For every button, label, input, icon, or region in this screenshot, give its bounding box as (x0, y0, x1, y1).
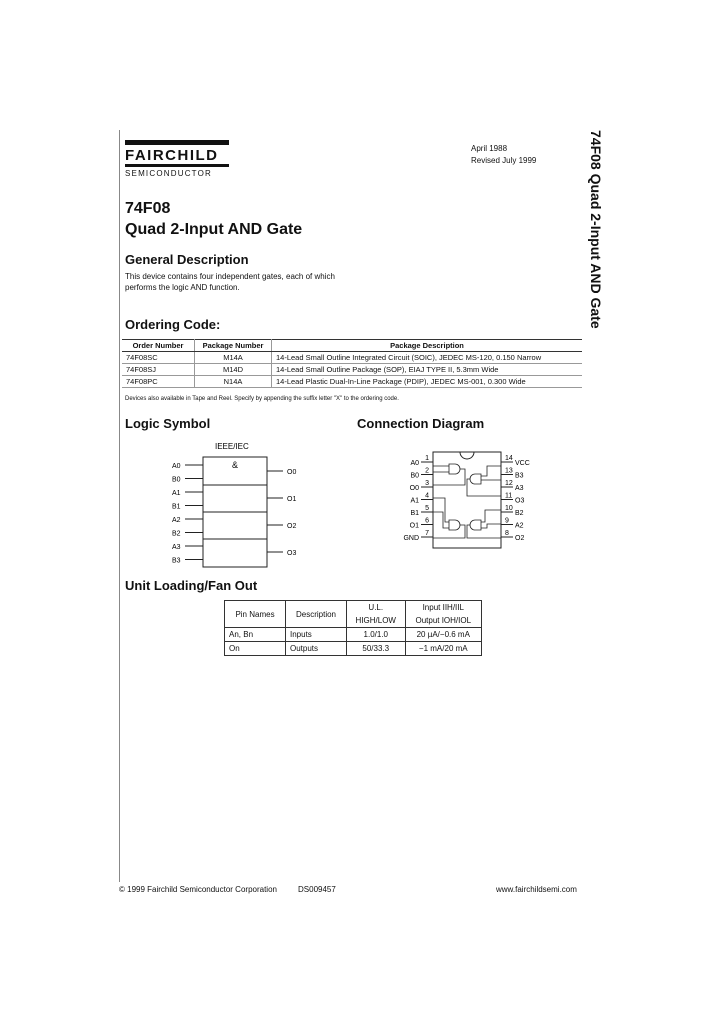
output-label: O0 (287, 469, 297, 476)
pin-label: VCC (515, 460, 530, 467)
part-number: 74F08 (125, 200, 171, 217)
pin-number: 7 (425, 530, 429, 537)
and-gate-icon (470, 520, 481, 530)
fanout-col-input: Input IIH/IIL (405, 601, 481, 615)
ordering-table (122, 339, 582, 388)
pin-label: A2 (515, 522, 524, 530)
gate-wiring (467, 510, 501, 538)
and-gate-icon (449, 520, 460, 530)
company-logo: FAIRCHILD (125, 147, 219, 164)
ordering-col-description: Package Description (272, 340, 583, 352)
pin-label: B0 (410, 472, 419, 480)
pin-number: 9 (505, 517, 509, 525)
fanout-heading: Unit Loading/Fan Out (125, 578, 258, 593)
fanout-col-pin: Pin Names (225, 601, 286, 628)
pin-number: 2 (425, 467, 429, 475)
pin-label: A0 (410, 460, 419, 467)
ordering-col-order: Order Number (122, 340, 195, 352)
pin-label: O2 (515, 535, 525, 542)
pin-label: B1 (410, 510, 419, 517)
and-symbol: & (232, 460, 239, 470)
general-description-text: This device contains four independent gates, each of which performs the logic AND function. (125, 272, 335, 292)
ordering-code-heading: Ordering Code: (125, 317, 221, 332)
table-row: 74F08SJ M14D 14-Lead Small Outline Package (SOP), EIAJ TYPE II, 5.3mm Wide (122, 364, 582, 376)
fanout-col-output: Output IOH/IOL (405, 614, 481, 628)
connection-diagram (405, 448, 530, 553)
table-row: 74F08SC M14A 14-Lead Small Outline Integrated Circuit (SOIC), JEDEC MS-120, 0.150 Narrow (122, 352, 582, 364)
pin-number: 13 (505, 467, 513, 475)
pin-label: O1 (409, 522, 419, 530)
output-label: O1 (287, 496, 297, 503)
pin-label: O3 (515, 497, 525, 505)
and-gate-icon (470, 474, 481, 484)
ordering-note: Devices also available in Tape and Reel. Specify by appending the suffix letter "X" to the ordering code. (125, 396, 399, 402)
revised-date: Revised July 1999 (471, 156, 537, 165)
table-row: On Outputs 50/33.3 −1 mA/20 mA (225, 642, 482, 656)
input-label: B1 (172, 503, 181, 511)
input-label: A0 (172, 463, 181, 470)
general-description-heading: General Description (125, 252, 249, 267)
pin-label: A3 (515, 485, 524, 492)
pin-number: 6 (425, 517, 429, 525)
logo-bar-bottom (125, 164, 229, 167)
pin-number: 1 (425, 455, 429, 462)
logo-subtitle: SEMICONDUCTOR (125, 169, 213, 178)
pin-label: O0 (409, 485, 419, 492)
pin-number: 8 (505, 530, 509, 537)
input-label: A2 (172, 517, 181, 524)
fanout-table (224, 600, 482, 656)
footer-ds-number: DS009457 (298, 885, 336, 894)
logo-bar-top (125, 140, 229, 145)
side-title: 74F08 Quad 2-Input AND Gate (588, 130, 604, 329)
pin-number: 10 (505, 505, 513, 512)
pin-number: 3 (425, 480, 429, 487)
fanout-col-ul: U.L. (347, 601, 406, 615)
logic-symbol-heading: Logic Symbol (125, 416, 211, 431)
pin-number: 11 (505, 492, 513, 500)
input-label: B2 (172, 530, 181, 538)
ieee-label: IEEE/IEC (215, 442, 249, 451)
gate-wiring (467, 466, 501, 496)
pin-number: 5 (425, 505, 429, 512)
pin-label: B3 (515, 472, 524, 480)
pin-number: 12 (505, 480, 513, 487)
and-gate-icon (449, 464, 460, 474)
footer-copyright: © 1999 Fairchild Semiconductor Corporation (119, 885, 277, 894)
pin-label: A1 (410, 497, 419, 505)
connection-diagram-heading: Connection Diagram (357, 416, 485, 431)
fanout-col-ul-sub: HIGH/LOW (347, 614, 406, 628)
original-date: April 1988 (471, 144, 508, 153)
ordering-col-package: Package Number (195, 340, 272, 352)
table-row: An, Bn Inputs 1.0/1.0 20 µA/−0.6 mA (225, 628, 482, 642)
pin-number: 14 (505, 455, 513, 462)
pin1-notch (460, 452, 474, 459)
left-margin-rule (119, 130, 120, 882)
input-label: B0 (172, 476, 181, 484)
page-title: Quad 2-Input AND Gate (125, 221, 303, 238)
pin-label: B2 (515, 510, 524, 517)
table-row: 74F08PC N14A 14-Lead Plastic Dual-In-Line Package (PDIP), JEDEC MS-001, 0.300 Wide (122, 376, 582, 388)
output-label: O2 (287, 523, 297, 530)
input-label: A3 (172, 544, 181, 551)
input-label: A1 (172, 490, 181, 497)
pin-label: GND (403, 535, 419, 542)
input-label: B3 (172, 557, 181, 565)
logic-symbol-diagram (170, 440, 310, 575)
gate-wiring (433, 498, 465, 538)
output-label: O3 (287, 550, 297, 557)
pin-number: 4 (425, 492, 429, 500)
footer-url[interactable]: www.fairchildsemi.com (496, 885, 577, 894)
fanout-col-description: Description (286, 601, 347, 628)
